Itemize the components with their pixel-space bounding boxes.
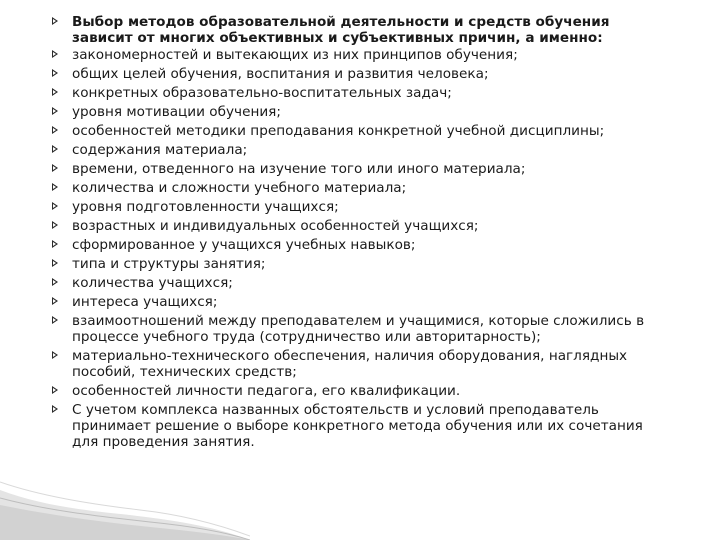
- list-item-text: уровня мотивации обучения;: [72, 104, 281, 120]
- list-item-text: конкретных образовательно-воспитательных задач;: [72, 85, 452, 101]
- list-item: [52, 199, 662, 215]
- triangle-bullet-icon: [52, 405, 58, 413]
- triangle-bullet-icon: [52, 17, 58, 25]
- list-item-text: времени, отведенного на изучение того или иного материала;: [72, 161, 526, 177]
- list-item: [52, 237, 662, 253]
- list-item: [52, 313, 662, 345]
- list-item-text: общих целей обучения, воспитания и развития человека;: [72, 66, 489, 82]
- triangle-bullet-icon: [52, 69, 58, 77]
- list-item: [52, 123, 662, 139]
- triangle-bullet-icon: [52, 386, 58, 394]
- list-item: [52, 180, 662, 196]
- triangle-bullet-icon: [52, 88, 58, 96]
- list-item-text: сформированное у учащихся учебных навыков;: [72, 237, 416, 253]
- list-item-text: количества и сложности учебного материала;: [72, 180, 407, 196]
- list-item-text: интереса учащихся;: [72, 294, 218, 310]
- list-item: [52, 275, 662, 291]
- list-item-text: количества учащихся;: [72, 275, 233, 291]
- list-item-text: уровня подготовленности учащихся;: [72, 199, 339, 215]
- triangle-bullet-icon: [52, 126, 58, 134]
- corner-wave-decoration: [0, 470, 250, 540]
- bullet-list: [52, 14, 662, 453]
- triangle-bullet-icon: [52, 351, 58, 359]
- list-item-text: взаимоотношений между преподавателем и учащимися, которые сложились в процессе учебного труда (сотрудничество или авторитарность);: [72, 313, 645, 345]
- list-item: [52, 142, 662, 158]
- list-item: [52, 383, 662, 399]
- list-item-text: содержания материала;: [72, 142, 248, 158]
- list-item-text: особенностей личности педагога, его квалификации.: [72, 383, 461, 399]
- list-item-conclusion: [52, 402, 662, 450]
- triangle-bullet-icon: [52, 240, 58, 248]
- list-item-text: закономерностей и вытекающих из них принципов обучения;: [72, 47, 518, 63]
- list-item: [52, 218, 662, 234]
- triangle-bullet-icon: [52, 259, 58, 267]
- list-item-text: Выбор методов образовательной деятельности и средств обучения зависит от многих объективных и субъективных причин, а именно:: [72, 14, 610, 46]
- triangle-bullet-icon: [52, 164, 58, 172]
- triangle-bullet-icon: [52, 278, 58, 286]
- triangle-bullet-icon: [52, 221, 58, 229]
- list-item-intro: [52, 14, 662, 46]
- triangle-bullet-icon: [52, 297, 58, 305]
- list-item: [52, 161, 662, 177]
- triangle-bullet-icon: [52, 107, 58, 115]
- list-item: [52, 47, 662, 63]
- triangle-bullet-icon: [52, 145, 58, 153]
- triangle-bullet-icon: [52, 50, 58, 58]
- triangle-bullet-icon: [52, 183, 58, 191]
- list-item: [52, 348, 662, 380]
- list-item: [52, 104, 662, 120]
- list-item: [52, 294, 662, 310]
- list-item-text: возрастных и индивидуальных особенностей учащихся;: [72, 218, 479, 234]
- list-item: [52, 85, 662, 101]
- list-item: [52, 256, 662, 272]
- triangle-bullet-icon: [52, 202, 58, 210]
- list-item-text: материально-технического обеспечения, наличия оборудования, наглядных пособий, технических средств;: [72, 348, 628, 380]
- list-item-text: С учетом комплекса названных обстоятельств и условий преподаватель принимает решение о выборе конкретного метода обучения или их сочетания для проведения занятия.: [72, 402, 643, 450]
- triangle-bullet-icon: [52, 316, 58, 324]
- list-item-text: особенностей методики преподавания конкретной учебной дисциплины;: [72, 123, 605, 139]
- list-item-text: типа и структуры занятия;: [72, 256, 266, 272]
- list-item: [52, 66, 662, 82]
